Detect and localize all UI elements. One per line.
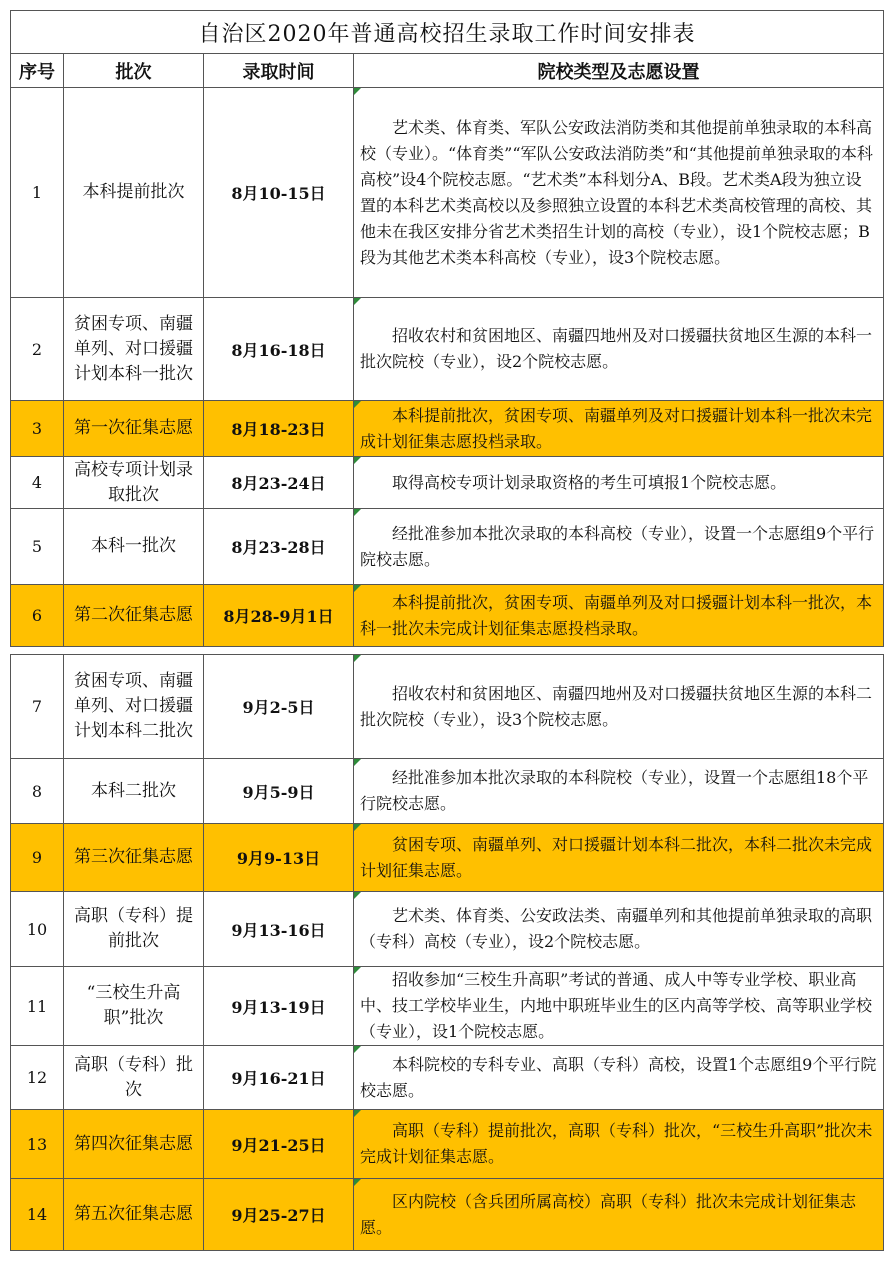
date-cell: 9月5-9日 [204,759,354,824]
batch-cell: 本科二批次 [64,759,204,824]
row-number: 5 [11,509,64,585]
description-cell: 本科提前批次，贫困专项、南疆单列及对口援疆计划本科一批次未完成计划征集志愿投档录取。 [354,401,884,457]
batch-cell: 第一次征集志愿 [64,401,204,457]
description-cell: 经批准参加本批次录取的本科院校（专业），设置一个志愿组18个平行院校志愿。 [354,759,884,824]
row-number: 3 [11,401,64,457]
description-cell: 取得高校专项计划录取资格的考生可填报1个院校志愿。 [354,457,884,509]
row-number: 12 [11,1046,64,1110]
table-body [11,88,884,1251]
batch-cell: 贫困专项、南疆单列、对口援疆计划本科二批次 [64,655,204,759]
table-row [11,655,884,759]
header-row [11,54,884,88]
row-number: 8 [11,759,64,824]
row-number: 9 [11,824,64,892]
description-cell: 高职（专科）提前批次，高职（专科）批次，“三校生升高职”批次未完成计划征集志愿。 [354,1110,884,1179]
table-row [11,1110,884,1179]
table-row [11,759,884,824]
date-cell: 8月23-28日 [204,509,354,585]
row-number: 7 [11,655,64,759]
date-cell: 8月28-9月1日 [204,585,354,647]
description-cell: 区内院校（含兵团所属高校）高职（专科）批次未完成计划征集志愿。 [354,1179,884,1251]
table-row [11,401,884,457]
date-cell: 9月13-16日 [204,892,354,967]
table-row [11,509,884,585]
row-number: 4 [11,457,64,509]
batch-cell: 第五次征集志愿 [64,1179,204,1251]
description-cell: 招收农村和贫困地区、南疆四地州及对口援疆扶贫地区生源的本科一批次院校（专业），设2个院校志愿。 [354,298,884,401]
row-gap [11,647,884,655]
header-batch: 批次 [64,54,204,88]
description-cell: 本科院校的专科专业、高职（专科）高校，设置1个志愿组9个平行院校志愿。 [354,1046,884,1110]
row-number: 14 [11,1179,64,1251]
date-cell: 8月10-15日 [204,88,354,298]
date-cell: 9月21-25日 [204,1110,354,1179]
schedule-sheet [10,10,883,1251]
batch-cell: 本科一批次 [64,509,204,585]
batch-cell: 高职（专科）批次 [64,1046,204,1110]
batch-cell: “三校生升高职”批次 [64,967,204,1046]
header-date: 录取时间 [204,54,354,88]
table-row [11,585,884,647]
row-number: 6 [11,585,64,647]
table-row [11,824,884,892]
table-row [11,298,884,401]
date-cell: 8月18-23日 [204,401,354,457]
description-cell: 招收参加“三校生升高职”考试的普通、成人中等专业学校、职业高中、技工学校毕业生，内地中职班毕业生的区内高等学校、高等职业学校（专业），设1个院校志愿。 [354,967,884,1046]
date-cell: 9月16-21日 [204,1046,354,1110]
table-row [11,457,884,509]
table-title: 自治区2020年普通高校招生录取工作时间安排表 [11,11,884,54]
date-cell: 8月23-24日 [204,457,354,509]
row-gap-cell [11,647,884,655]
date-cell: 9月13-19日 [204,967,354,1046]
table-row [11,1046,884,1110]
description-cell: 贫困专项、南疆单列、对口援疆计划本科二批次，本科二批次未完成计划征集志愿。 [354,824,884,892]
batch-cell: 贫困专项、南疆单列、对口援疆计划本科一批次 [64,298,204,401]
batch-cell: 第二次征集志愿 [64,585,204,647]
date-cell: 9月9-13日 [204,824,354,892]
table-row [11,88,884,298]
schedule-table [10,10,884,1251]
row-number: 13 [11,1110,64,1179]
description-cell: 招收农村和贫困地区、南疆四地州及对口援疆扶贫地区生源的本科二批次院校（专业），设3个院校志愿。 [354,655,884,759]
table-row [11,892,884,967]
row-number: 10 [11,892,64,967]
date-cell: 8月16-18日 [204,298,354,401]
batch-cell: 第三次征集志愿 [64,824,204,892]
date-cell: 9月25-27日 [204,1179,354,1251]
table-row [11,967,884,1046]
row-number: 11 [11,967,64,1046]
description-cell: 本科提前批次，贫困专项、南疆单列及对口援疆计划本科一批次，本科一批次未完成计划征集志愿投档录取。 [354,585,884,647]
batch-cell: 本科提前批次 [64,88,204,298]
row-number: 2 [11,298,64,401]
row-number: 1 [11,88,64,298]
header-desc: 院校类型及志愿设置 [354,54,884,88]
description-cell: 艺术类、体育类、公安政法类、南疆单列和其他提前单独录取的高职（专科）高校（专业），设2个院校志愿。 [354,892,884,967]
date-cell: 9月2-5日 [204,655,354,759]
header-no: 序号 [11,54,64,88]
batch-cell: 高职（专科）提前批次 [64,892,204,967]
description-cell: 经批准参加本批次录取的本科高校（专业），设置一个志愿组9个平行院校志愿。 [354,509,884,585]
table-row [11,1179,884,1251]
batch-cell: 第四次征集志愿 [64,1110,204,1179]
batch-cell: 高校专项计划录取批次 [64,457,204,509]
description-cell: 艺术类、体育类、军队公安政法消防类和其他提前单独录取的本科高校（专业）。“体育类”“军队公安政法消防类”和“其他提前单独录取的本科高校”设4个院校志愿。“艺术类”本科划分A、B段。艺术类A段为独立设置的本科艺术类高校以及参照独立设置的本科艺术类高校管理的高校、其他未在我区安排分省艺术类招生计划的高校（专业），设1个院校志愿；B段为其他艺术类本科高校（专业），设3个院校志愿。 [354,88,884,298]
